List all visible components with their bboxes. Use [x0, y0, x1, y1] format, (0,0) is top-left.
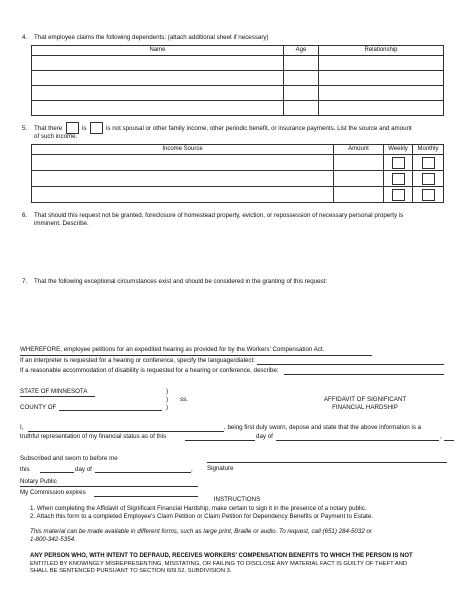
interpreter-label: If an interpreter is requested for a hearing or conference, specify the language/dialect: — [20, 357, 255, 364]
accommodation-field[interactable] — [284, 374, 444, 375]
affidavit-day-field[interactable] — [185, 440, 255, 441]
dependents-row-divider — [31, 85, 444, 86]
weekly-checkbox[interactable] — [392, 157, 405, 169]
affidavit-title — [300, 396, 430, 412]
weekly-checkbox[interactable] — [392, 173, 405, 185]
income-row-divider — [31, 170, 444, 171]
item6-line1: That should this request not be granted, foreclosure of homestead property, eviction, or repossession of necessary personal property is — [34, 212, 404, 219]
interpreter-field[interactable] — [257, 364, 444, 365]
wherefore-underline — [20, 355, 372, 356]
income-header-monthly: Monthly — [417, 146, 439, 152]
county-label: COUNTY OF — [20, 404, 57, 411]
instruction-1: 1. When completing the Affidavit of Significant Financial Hardship, make certain to sign it in the presence of a notary public. — [30, 505, 367, 512]
notary-comma: , — [191, 466, 193, 473]
warning-line1: ANY PERSON WHO, WITH INTENT TO DEFRAUD, RECEIVES WORKERS' COMPENSATION BENEFITS TO WHICH THE PERSON IS NOT — [30, 553, 413, 559]
affidavit-year-field[interactable] — [444, 440, 454, 441]
weekly-checkbox[interactable] — [392, 189, 405, 201]
county-field[interactable] — [59, 410, 162, 411]
state-underline — [20, 396, 95, 397]
subscribed-text: Subscribed and sworn to before me — [20, 455, 118, 462]
warning-line2: ENTITLED BY KNOWINGLY MISREPRESENTING, MISSTATING, OR FAILING TO DISCLOSE ANY MATERIAL FACT IS GUILTY OF THEFT AND — [30, 561, 408, 567]
dependents-header-age: Age — [295, 47, 307, 53]
signature-label: Signature — [207, 465, 234, 472]
brace-1: ) — [166, 388, 169, 395]
item7-text: That the following exceptional circumstances exist and should be considered in the granting of this request: — [34, 278, 328, 285]
alt-format-line2: 1-800-342-5354. — [30, 536, 76, 543]
item6-number: 6. — [22, 212, 28, 219]
signature-field[interactable] — [207, 462, 447, 463]
item4-text: That employee claims the following dependents: (attach additional sheet if necessary) — [34, 34, 269, 41]
item5-number: 5. — [22, 125, 28, 132]
notary-day-of: day of — [75, 466, 92, 473]
affidavit-month-field[interactable] — [276, 440, 439, 441]
affidavit-day-of: day of — [256, 433, 273, 440]
income-header-source: Income Source — [162, 146, 203, 152]
state-label: STATE OF MINNESOTA — [20, 388, 88, 395]
income-header-weekly: Weekly — [388, 146, 408, 152]
wherefore-text: WHEREFORE, employee petitions for an expedited hearing as provided for by the Workers' Compensation Act. — [20, 346, 325, 353]
affiant-name-field[interactable] — [28, 431, 224, 432]
there-is-not-checkbox[interactable] — [90, 122, 103, 134]
instruction-2: 2. Attach this form to a completed Employee's Claim Petition or Claim Petition for Dependency Benefits or Payment to Estate. — [30, 513, 374, 520]
affidavit-title-line2: FINANCIAL HARDSHIP — [332, 404, 398, 411]
item4-number: 4. — [22, 34, 28, 41]
alt-format-line1: This material can be made available in different forms, such as large print, Braille or audio. To request, call (651) 284-5032 or — [30, 528, 372, 535]
sworn-text: , being first duly sworn, depose and state that the above information is a — [224, 424, 422, 431]
monthly-checkbox[interactable] — [422, 189, 435, 201]
income-row-divider — [31, 186, 444, 187]
i-label: I, — [20, 424, 24, 431]
ss-label: ss. — [180, 396, 188, 403]
item5-text-line1: is not spousal or other family income, other periodic benefit, or insurance payments. List the source and amount — [106, 125, 412, 132]
affidavit-title-line1: AFFIDAVIT OF SIGNIFICANT — [323, 396, 407, 403]
brace-3: ) — [166, 404, 169, 411]
this-label: this — [20, 466, 30, 473]
instructions-title: INSTRUCTIONS — [213, 496, 261, 503]
truthful-text: truthful representation of my financial status as of this — [20, 433, 167, 440]
monthly-checkbox[interactable] — [422, 173, 435, 185]
income-header-amount: Amount — [348, 146, 369, 152]
notary-public-label: Notary Public — [20, 478, 57, 485]
dependents-row-divider — [31, 100, 444, 101]
dependents-row-divider — [31, 55, 444, 56]
item7-number: 7. — [22, 278, 28, 285]
dependents-row-divider — [31, 70, 444, 71]
warning-line3: SHALL BE SENTENCED PURSUANT TO SECTION 609.52, SUBDIVISION 3. — [30, 568, 232, 574]
item5-is-word: is — [82, 125, 87, 132]
item5-text-line2: of such income. — [34, 133, 78, 140]
accommodation-label: If a reasonable accommodation of disability is requested for a hearing or conference, describe: — [20, 367, 279, 374]
affidavit-comma: , — [440, 433, 442, 440]
notary-month-field[interactable] — [95, 472, 191, 473]
dependents-header-name: Name — [149, 47, 166, 53]
monthly-checkbox[interactable] — [422, 157, 435, 169]
brace-2: ) — [166, 396, 169, 403]
item6-line2: imminent. Describe. — [34, 220, 89, 227]
income-row-divider — [31, 154, 444, 155]
notary-day-field[interactable] — [40, 472, 74, 473]
item5-that-there: That there — [34, 125, 63, 132]
commission-label: My Commission expires — [20, 489, 86, 496]
dependents-header-relationship: Relationship — [364, 47, 398, 53]
notary-public-field[interactable] — [20, 486, 198, 487]
